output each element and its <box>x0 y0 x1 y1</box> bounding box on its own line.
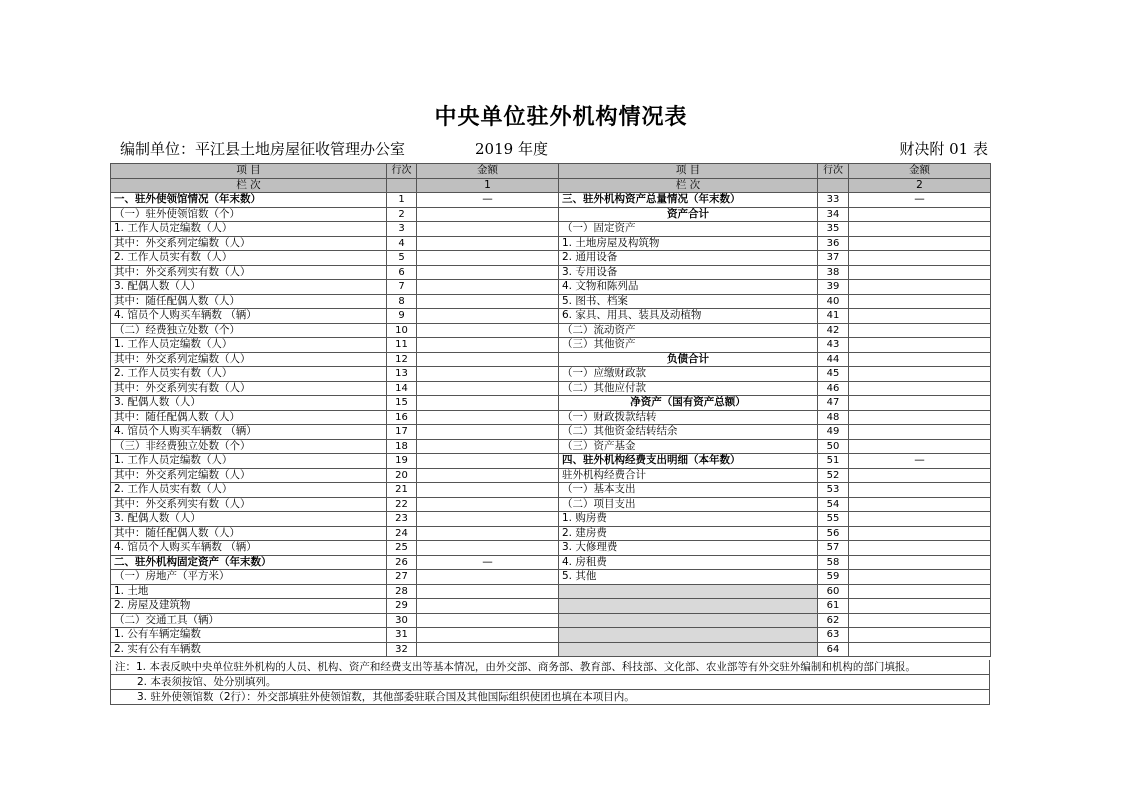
right-line-cell: 59 <box>818 570 849 585</box>
right-line-cell: 53 <box>818 483 849 498</box>
right-line-cell: 49 <box>818 425 849 440</box>
left-amount-cell <box>417 280 559 295</box>
table-row <box>111 367 991 382</box>
right-item-cell: 6. 家具、用具、装具及动植物 <box>559 309 818 324</box>
left-item-cell: 二、驻外机构固定资产（年末数） <box>111 555 387 570</box>
left-amount-cell <box>417 425 559 440</box>
left-amount-cell <box>417 541 559 556</box>
right-item-cell <box>559 584 818 599</box>
right-line-cell: 48 <box>818 410 849 425</box>
right-amount-cell <box>849 280 991 295</box>
right-line-cell: 41 <box>818 309 849 324</box>
left-item-cell: （二）经费独立处数（个） <box>111 323 387 338</box>
left-line-cell: 16 <box>387 410 417 425</box>
left-line-cell: 24 <box>387 526 417 541</box>
left-line-cell: 20 <box>387 468 417 483</box>
left-amount-cell <box>417 367 559 382</box>
left-amount-cell: — <box>417 193 559 208</box>
table-row <box>111 468 991 483</box>
right-amount-cell <box>849 555 991 570</box>
left-item-cell: 1. 土地 <box>111 584 387 599</box>
right-amount-cell <box>849 439 991 454</box>
table-row <box>111 280 991 295</box>
left-item-cell: （三）非经费独立处数（个） <box>111 439 387 454</box>
header-left-item: 项 目 <box>111 164 387 179</box>
left-item-cell: （一）驻外使领馆数（个） <box>111 207 387 222</box>
left-amount-cell <box>417 512 559 527</box>
right-amount-cell <box>849 323 991 338</box>
left-line-cell: 17 <box>387 425 417 440</box>
right-amount-cell <box>849 251 991 266</box>
right-line-cell: 63 <box>818 628 849 643</box>
right-amount-cell <box>849 309 991 324</box>
right-line-cell: 55 <box>818 512 849 527</box>
right-amount-cell <box>849 381 991 396</box>
table-row <box>111 512 991 527</box>
left-line-cell: 3 <box>387 222 417 237</box>
left-item-cell: 2. 实有公有车辆数 <box>111 642 387 657</box>
left-item-cell: 其中：随任配偶人数（人） <box>111 410 387 425</box>
right-amount-cell <box>849 599 991 614</box>
form-number: 财决附 01 表 <box>899 140 988 158</box>
left-item-cell: 其中：外交系列定编数（人） <box>111 236 387 251</box>
left-line-cell: 25 <box>387 541 417 556</box>
left-item-cell: 4. 馆员个人购买车辆数 （辆） <box>111 541 387 556</box>
left-amount-cell <box>417 439 559 454</box>
right-item-cell <box>559 642 818 657</box>
right-amount-cell <box>849 468 991 483</box>
left-item-cell: 3. 配偶人数（人） <box>111 396 387 411</box>
right-line-cell: 35 <box>818 222 849 237</box>
left-amount-cell <box>417 207 559 222</box>
left-amount-cell <box>417 613 559 628</box>
left-line-cell: 18 <box>387 439 417 454</box>
left-line-cell: 26 <box>387 555 417 570</box>
right-amount-cell: — <box>849 454 991 469</box>
right-amount-cell <box>849 207 991 222</box>
left-line-cell: 30 <box>387 613 417 628</box>
left-item-cell: 1. 工作人员定编数（人） <box>111 454 387 469</box>
left-amount-cell <box>417 352 559 367</box>
header-right-item: 项 目 <box>559 164 818 179</box>
report-table <box>110 163 991 657</box>
right-line-cell: 36 <box>818 236 849 251</box>
right-amount-cell <box>849 613 991 628</box>
right-line-cell: 60 <box>818 584 849 599</box>
right-item-cell: （一）应缴财政款 <box>559 367 818 382</box>
left-item-cell: 4. 馆员个人购买车辆数 （辆） <box>111 425 387 440</box>
left-amount-cell <box>417 222 559 237</box>
header-left-amount: 金额 <box>417 164 559 179</box>
table-row <box>111 613 991 628</box>
table-row <box>111 526 991 541</box>
left-amount-cell <box>417 338 559 353</box>
left-amount-cell <box>417 483 559 498</box>
right-line-cell: 51 <box>818 454 849 469</box>
right-item-cell: 5. 其他 <box>559 570 818 585</box>
left-line-cell: 8 <box>387 294 417 309</box>
column-index-left-no: 1 <box>417 178 559 193</box>
right-line-cell: 40 <box>818 294 849 309</box>
right-item-cell: （一）财政拨款结转 <box>559 410 818 425</box>
table-row <box>111 555 991 570</box>
right-line-cell: 45 <box>818 367 849 382</box>
left-line-cell: 1 <box>387 193 417 208</box>
left-item-cell: 一、驻外使领馆情况（年末数） <box>111 193 387 208</box>
left-item-cell: 4. 馆员个人购买车辆数 （辆） <box>111 309 387 324</box>
table-row <box>111 642 991 657</box>
left-item-cell: 其中：随任配偶人数（人） <box>111 294 387 309</box>
left-item-cell: 2. 工作人员实有数（人） <box>111 367 387 382</box>
right-line-cell: 42 <box>818 323 849 338</box>
right-item-cell: （二）流动资产 <box>559 323 818 338</box>
right-line-cell: 64 <box>818 642 849 657</box>
right-item-cell: 三、驻外机构资产总量情况（年末数） <box>559 193 818 208</box>
right-line-cell: 43 <box>818 338 849 353</box>
right-amount-cell <box>849 396 991 411</box>
right-amount-cell <box>849 642 991 657</box>
right-item-cell: （二）项目支出 <box>559 497 818 512</box>
right-amount-cell <box>849 483 991 498</box>
left-line-cell: 9 <box>387 309 417 324</box>
table-row <box>111 584 991 599</box>
left-item-cell: 其中：随任配偶人数（人） <box>111 526 387 541</box>
right-amount-cell <box>849 425 991 440</box>
right-item-cell: 5. 图书、档案 <box>559 294 818 309</box>
table-row <box>111 497 991 512</box>
left-line-cell: 29 <box>387 599 417 614</box>
right-amount-cell <box>849 294 991 309</box>
table-row <box>111 309 991 324</box>
header-left-line: 行次 <box>387 164 417 179</box>
right-amount-cell <box>849 584 991 599</box>
left-line-cell: 6 <box>387 265 417 280</box>
right-line-cell: 47 <box>818 396 849 411</box>
left-amount-cell <box>417 642 559 657</box>
left-line-cell: 32 <box>387 642 417 657</box>
left-line-cell: 4 <box>387 236 417 251</box>
report-title: 中央单位驻外机构情况表 <box>434 105 688 130</box>
left-amount-cell <box>417 570 559 585</box>
table-row <box>111 381 991 396</box>
table-row <box>111 352 991 367</box>
left-item-cell: 其中：外交系列实有数（人） <box>111 381 387 396</box>
right-item-cell: 2. 建房费 <box>559 526 818 541</box>
left-item-cell: 其中：外交系列实有数（人） <box>111 265 387 280</box>
right-item-cell: 四、驻外机构经费支出明细（本年数） <box>559 454 818 469</box>
right-item-cell: 4. 文物和陈列品 <box>559 280 818 295</box>
left-line-cell: 28 <box>387 584 417 599</box>
column-index-left-label: 栏 次 <box>111 178 387 193</box>
column-index-right-label: 栏 次 <box>559 178 818 193</box>
right-item-cell <box>559 613 818 628</box>
right-amount-cell <box>849 338 991 353</box>
right-item-cell: 负债合计 <box>559 352 818 367</box>
right-amount-cell <box>849 570 991 585</box>
left-amount-cell <box>417 526 559 541</box>
left-item-cell: 1. 公有车辆定编数 <box>111 628 387 643</box>
left-line-cell: 2 <box>387 207 417 222</box>
left-amount-cell: — <box>417 555 559 570</box>
right-line-cell: 34 <box>818 207 849 222</box>
right-line-cell: 56 <box>818 526 849 541</box>
note-2: 2. 本表须按馆、处分别填列。 <box>111 675 989 690</box>
right-item-cell: （二）其他应付款 <box>559 381 818 396</box>
left-item-cell: 2. 工作人员实有数（人） <box>111 483 387 498</box>
right-amount-cell <box>849 265 991 280</box>
right-item-cell: （三）其他资产 <box>559 338 818 353</box>
left-line-cell: 27 <box>387 570 417 585</box>
right-item-cell: （一）固定资产 <box>559 222 818 237</box>
right-item-cell: 净资产（国有资产总额） <box>559 396 818 411</box>
left-line-cell: 19 <box>387 454 417 469</box>
right-amount-cell <box>849 497 991 512</box>
right-amount-cell <box>849 410 991 425</box>
left-item-cell: 其中：外交系列定编数（人） <box>111 352 387 367</box>
left-amount-cell <box>417 323 559 338</box>
header-right-amount: 金额 <box>849 164 991 179</box>
left-line-cell: 14 <box>387 381 417 396</box>
table-row <box>111 541 991 556</box>
table-row <box>111 439 991 454</box>
right-line-cell: 50 <box>818 439 849 454</box>
left-amount-cell <box>417 497 559 512</box>
right-line-cell: 58 <box>818 555 849 570</box>
right-line-cell: 39 <box>818 280 849 295</box>
header-right-line: 行次 <box>818 164 849 179</box>
left-line-cell: 31 <box>387 628 417 643</box>
column-index-right-blank <box>818 178 849 193</box>
table-row <box>111 207 991 222</box>
left-line-cell: 5 <box>387 251 417 266</box>
left-line-cell: 12 <box>387 352 417 367</box>
left-item-cell: 1. 工作人员定编数（人） <box>111 222 387 237</box>
table-row <box>111 338 991 353</box>
left-line-cell: 10 <box>387 323 417 338</box>
table-row <box>111 425 991 440</box>
right-line-cell: 61 <box>818 599 849 614</box>
right-amount-cell <box>849 367 991 382</box>
right-line-cell: 52 <box>818 468 849 483</box>
right-line-cell: 37 <box>818 251 849 266</box>
left-line-cell: 7 <box>387 280 417 295</box>
notes-section <box>110 660 990 705</box>
table-row <box>111 454 991 469</box>
table-row <box>111 396 991 411</box>
table-row <box>111 410 991 425</box>
right-item-cell: （一）基本支出 <box>559 483 818 498</box>
left-line-cell: 23 <box>387 512 417 527</box>
table-row <box>111 222 991 237</box>
right-item-cell: 1. 土地房屋及构筑物 <box>559 236 818 251</box>
right-line-cell: 33 <box>818 193 849 208</box>
right-item-cell: 4. 房租费 <box>559 555 818 570</box>
right-amount-cell <box>849 628 991 643</box>
table-row <box>111 193 991 208</box>
right-amount-cell <box>849 512 991 527</box>
left-line-cell: 11 <box>387 338 417 353</box>
right-line-cell: 46 <box>818 381 849 396</box>
table-row <box>111 251 991 266</box>
right-line-cell: 57 <box>818 541 849 556</box>
left-amount-cell <box>417 599 559 614</box>
left-line-cell: 22 <box>387 497 417 512</box>
left-amount-cell <box>417 396 559 411</box>
left-amount-cell <box>417 410 559 425</box>
left-line-cell: 15 <box>387 396 417 411</box>
right-line-cell: 38 <box>818 265 849 280</box>
fiscal-year: 2019 年度 <box>475 140 548 158</box>
left-item-cell: 其中：外交系列实有数（人） <box>111 497 387 512</box>
left-item-cell: 1. 工作人员定编数（人） <box>111 338 387 353</box>
right-item-cell: 3. 专用设备 <box>559 265 818 280</box>
left-amount-cell <box>417 468 559 483</box>
right-item-cell: 驻外机构经费合计 <box>559 468 818 483</box>
left-line-cell: 13 <box>387 367 417 382</box>
right-item-cell: 3. 大修理费 <box>559 541 818 556</box>
table-row <box>111 236 991 251</box>
column-index-row <box>111 178 991 193</box>
left-item-cell: （二）交通工具（辆） <box>111 613 387 628</box>
compiling-unit: 编制单位：平江县土地房屋征收管理办公室 <box>120 140 406 158</box>
left-amount-cell <box>417 265 559 280</box>
table-row <box>111 265 991 280</box>
right-line-cell: 54 <box>818 497 849 512</box>
table-row <box>111 323 991 338</box>
left-line-cell: 21 <box>387 483 417 498</box>
right-amount-cell <box>849 236 991 251</box>
right-item-cell <box>559 599 818 614</box>
column-index-left-blank <box>387 178 417 193</box>
note-3: 3. 驻外使领馆数（2行）：外交部填驻外使领馆数，其他部委驻联合国及其他国际组织使团也填在本项目内。 <box>137 691 635 703</box>
left-amount-cell <box>417 454 559 469</box>
left-item-cell: 3. 配偶人数（人） <box>111 280 387 295</box>
right-item-cell: 资产合计 <box>559 207 818 222</box>
right-item-cell: （三）资产基金 <box>559 439 818 454</box>
right-item-cell: 2. 通用设备 <box>559 251 818 266</box>
left-item-cell: 2. 房屋及建筑物 <box>111 599 387 614</box>
right-item-cell: （二）其他资金结转结余 <box>559 425 818 440</box>
right-amount-cell <box>849 526 991 541</box>
note-1: 注：1. 本表反映中央单位驻外机构的人员、机构、资产和经费支出等基本情况，由外交部、商务部、教育部、科技部、文化部、农业部等有外交驻外编制和机构的部门填报。 <box>111 660 989 675</box>
right-item-cell: 1. 购房费 <box>559 512 818 527</box>
right-amount-cell <box>849 541 991 556</box>
right-amount-cell: — <box>849 193 991 208</box>
table-row <box>111 294 991 309</box>
left-amount-cell <box>417 584 559 599</box>
right-line-cell: 62 <box>818 613 849 628</box>
column-index-right-no: 2 <box>849 178 991 193</box>
left-amount-cell <box>417 251 559 266</box>
left-amount-cell <box>417 309 559 324</box>
left-amount-cell <box>417 236 559 251</box>
right-line-cell: 44 <box>818 352 849 367</box>
left-item-cell: （一）房地产（平方米） <box>111 570 387 585</box>
left-item-cell: 其中：外交系列定编数（人） <box>111 468 387 483</box>
table-row <box>111 628 991 643</box>
table-row <box>111 599 991 614</box>
left-amount-cell <box>417 628 559 643</box>
right-amount-cell <box>849 222 991 237</box>
left-amount-cell <box>417 294 559 309</box>
right-item-cell <box>559 628 818 643</box>
left-item-cell: 2. 工作人员实有数（人） <box>111 251 387 266</box>
left-amount-cell <box>417 381 559 396</box>
right-amount-cell <box>849 352 991 367</box>
left-item-cell: 3. 配偶人数（人） <box>111 512 387 527</box>
table-row <box>111 483 991 498</box>
table-row <box>111 570 991 585</box>
header-row <box>111 164 991 179</box>
